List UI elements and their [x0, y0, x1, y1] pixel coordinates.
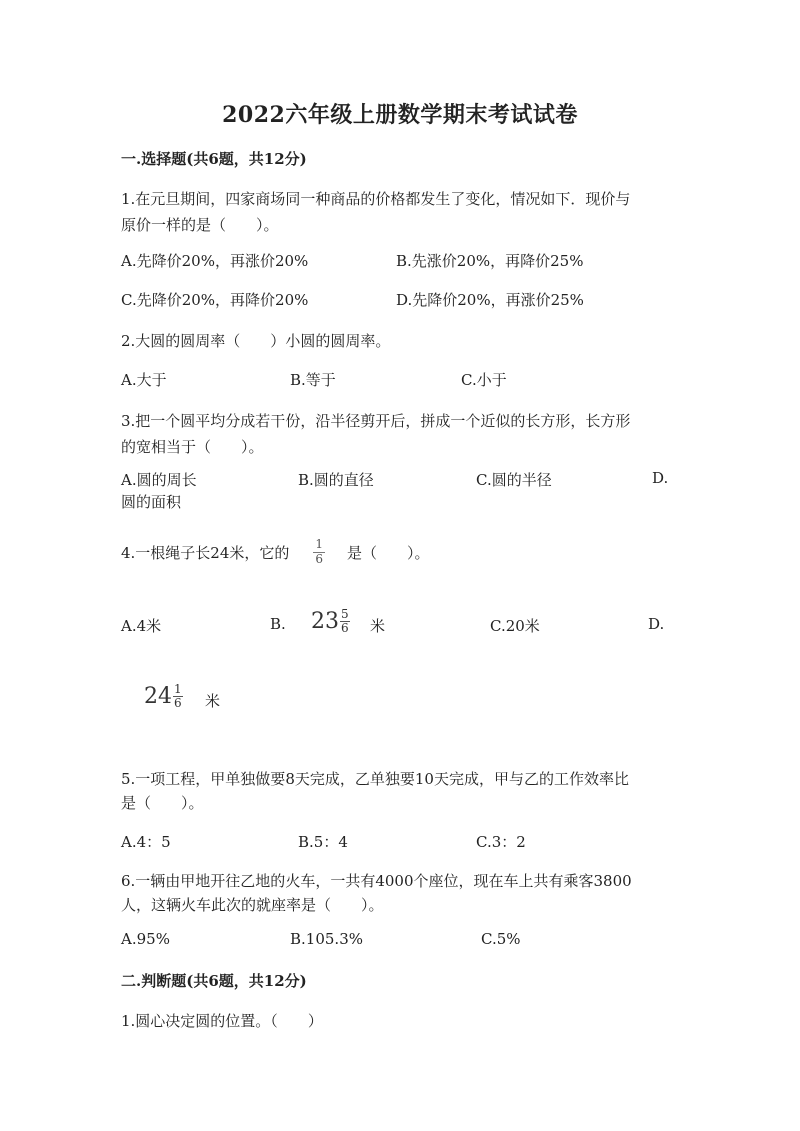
q4-option-d-whole: 24	[144, 683, 172, 709]
q6-stem-line1: 6.一辆由甲地开往乙地的火车，一共有4000个座位，现在车上共有乘客3800	[121, 872, 632, 890]
q4-option-b-whole: 23	[311, 608, 339, 634]
q3-option-a: A.圆的周长	[121, 471, 197, 489]
q3-option-d: D.	[652, 469, 669, 487]
q6-option-c: C.5%	[481, 930, 521, 948]
q3-stem-line2: 的宽相当于（ ）。	[121, 438, 264, 456]
q2-option-a: A.大于	[121, 371, 167, 389]
q4-option-b-numerator: 5	[341, 607, 349, 621]
q5-option-c: C.3：2	[476, 833, 526, 851]
q3-option-c: C.圆的半径	[476, 471, 552, 489]
q4-option-d-label: D.	[648, 615, 665, 633]
q2-option-b: B.等于	[290, 371, 336, 389]
q4-fraction-denominator: 6	[315, 551, 324, 566]
j1-stem: 1.圆心决定圆的位置。（ ）	[121, 1012, 323, 1030]
q1-stem-line1: 1.在元旦期间，四家商场同一种商品的价格都发生了变化，情况如下．现价与	[121, 190, 631, 208]
q3-stem-line1: 3.把一个圆平均分成若干份，沿半径剪开后，拼成一个近似的长方形，长方形	[121, 412, 631, 430]
q5-stem-line2: 是（ ）。	[121, 794, 204, 812]
q2-option-c: C.小于	[461, 371, 507, 389]
q4-option-a: A.4米	[121, 617, 162, 635]
q4-option-d-unit: 米	[205, 692, 221, 710]
q4-option-c: C.20米	[490, 617, 540, 635]
q4-option-b-label: B.	[270, 615, 286, 633]
q4-option-b-denominator: 6	[341, 620, 349, 635]
q4-stem-prefix: 4.一根绳子长24米，它的	[121, 543, 290, 562]
q4-fraction-numerator: 1	[315, 537, 324, 551]
q6-option-b: B.105.3%	[290, 930, 363, 948]
q6-stem-line2: 人，这辆火车此次的就座率是（ ）。	[121, 896, 384, 914]
q4-option-d-mixed-number	[144, 683, 183, 709]
q4-option-b-mixed-number	[311, 608, 350, 634]
q3-option-d-text: 圆的面积	[121, 493, 182, 511]
q5-option-b: B.5：4	[298, 833, 348, 851]
q5-stem-line1: 5.一项工程，甲单独做要8天完成，乙单独要10天完成，甲与乙的工作效率比	[121, 770, 629, 788]
q4-stem-suffix: 是（ ）。	[347, 543, 430, 562]
q1-option-a: A.先降价20%，再涨价20%	[121, 252, 309, 270]
q1-option-b: B.先涨价20%，再降价25%	[396, 252, 584, 270]
q4-option-b-unit: 米	[370, 617, 386, 635]
q6-option-a: A.95%	[121, 930, 170, 948]
q4-option-d-numerator: 1	[174, 682, 182, 696]
q4-option-d-denominator: 6	[174, 695, 182, 710]
q4-option-d-fraction	[173, 683, 183, 709]
q1-option-d: D.先降价20%，再涨价25%	[396, 291, 584, 309]
q4-stem	[121, 538, 430, 567]
page-title: 2022六年级上册数学期末考试试卷	[222, 102, 578, 128]
q1-option-c: C.先降价20%，再降价20%	[121, 291, 309, 309]
q1-stem-line2: 原价一样的是（ ）。	[121, 216, 279, 234]
q4-stem-fraction	[313, 538, 325, 567]
section-heading-judgement: 二.判断题(共6题，共12分)	[121, 972, 307, 990]
q4-option-b-fraction	[340, 608, 350, 634]
section-heading-choice: 一.选择题(共6题，共12分)	[121, 150, 307, 168]
q5-option-a: A.4：5	[121, 833, 171, 851]
q3-option-b: B.圆的直径	[298, 471, 374, 489]
q2-stem: 2.大圆的圆周率（ ）小圆的圆周率。	[121, 332, 391, 350]
